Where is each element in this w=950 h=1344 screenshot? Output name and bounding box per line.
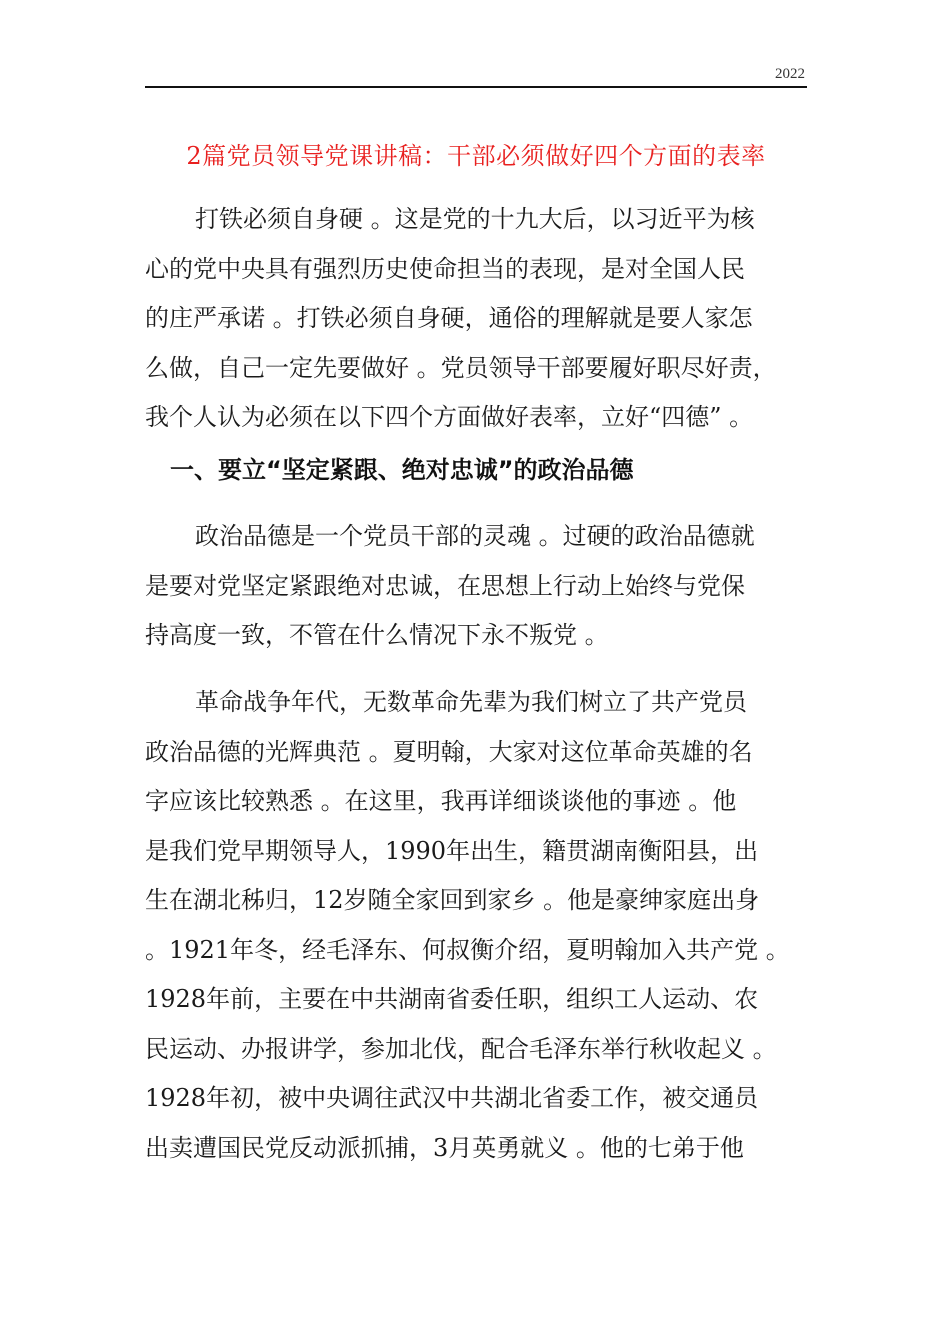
paragraph-line: 。1921年冬，经毛泽东、何叔衡介绍，夏明翰加入共产党 。 bbox=[145, 935, 790, 964]
paragraph-line: 是我们党早期领导人，1990年出生，籍贯湖南衡阳县，出 bbox=[145, 836, 759, 865]
paragraph-line: 出卖遭国民党反动派抓捕，3月英勇就义 。他的七弟于他 bbox=[145, 1133, 744, 1162]
header-year: 2022 bbox=[775, 66, 805, 82]
paragraph-line: 政治品德的光辉典范 。夏明翰，大家对这位革命英雄的名 bbox=[145, 737, 753, 766]
paragraph-line: 革命战争年代，无数革命先辈为我们树立了共产党员 bbox=[195, 688, 747, 716]
paragraph-line: 字应该比较熟悉 。在这里，我再详细谈谈他的事迹 。他 bbox=[145, 787, 737, 815]
document-title: 2篇党员领导党课讲稿：干部必须做好四个方面的表率 bbox=[186, 142, 766, 170]
paragraph-line: 我个人认为必须在以下四个方面做好表率，立好“四德” 。 bbox=[145, 403, 754, 431]
paragraph-line: 持高度一致，不管在什么情况下永不叛党 。 bbox=[145, 621, 609, 649]
paragraph-line: 打铁必须自身硬 。这是党的十九大后，以习近平为核 bbox=[195, 205, 755, 233]
paragraph-political-virtue bbox=[145, 512, 810, 661]
paragraph-line: 的庄严承诺 。打铁必须自身硬，通俗的理解就是要人家怎 bbox=[145, 304, 753, 332]
paragraph-intro bbox=[145, 195, 810, 443]
paragraph-line: 生在湖北秭归，12岁随全家回到家乡 。他是豪绅家庭出身 bbox=[145, 886, 760, 914]
paragraph-line: 1928年初，被中央调往武汉中共湖北省委工作，被交通员 bbox=[145, 1084, 759, 1112]
header-rule bbox=[145, 86, 807, 88]
paragraph-line: 民运动、办报讲学，参加北伐，配合毛泽东举行秋收起义 。 bbox=[145, 1034, 777, 1063]
section-heading: 一、要立“坚定紧跟、绝对忠诚”的政治品德 bbox=[170, 456, 634, 484]
paragraph-line: 1928年前，主要在中共湖南省委任职，组织工人运动、农 bbox=[145, 985, 759, 1013]
paragraph-line: 政治品德是一个党员干部的灵魂 。过硬的政治品德就 bbox=[195, 522, 755, 550]
paragraph-xia-minghan bbox=[145, 678, 810, 1173]
paragraph-line: 么做，自己一定先要做好 。党员领导干部要履好职尽好责， bbox=[145, 353, 777, 382]
paragraph-line: 是要对党坚定紧跟绝对忠诚，在思想上行动上始终与党保 bbox=[145, 571, 745, 600]
paragraph-line: 心的党中央具有强烈历史使命担当的表现，是对全国人民 bbox=[145, 254, 745, 283]
